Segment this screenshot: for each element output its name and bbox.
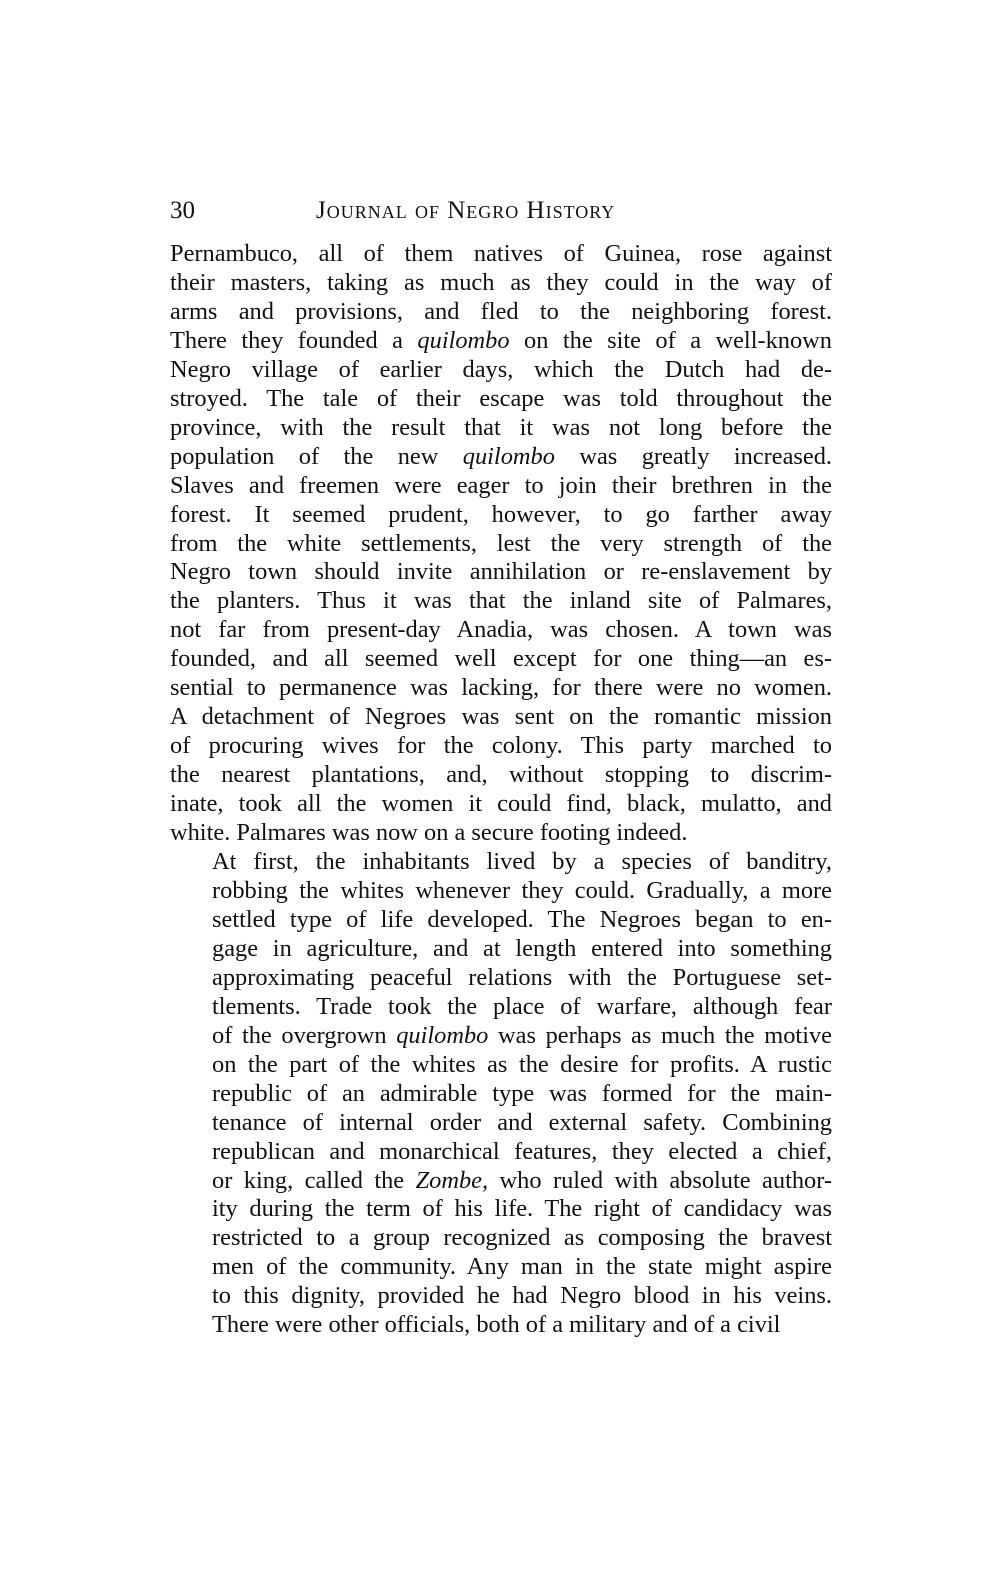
text-line: Slaves and freemen were eager to join their brethren in the [170,471,832,499]
text-line: republican and monarchical features, they elected a chief, [212,1137,832,1165]
italic-term: Zombe, [415,1166,489,1194]
text-line: Pernambuco, all of them natives of Guinea, rose against [170,240,832,267]
italic-term: quilombo [462,442,555,470]
text-line: or king, called the Zombe, who ruled with absolute author- [212,1166,832,1194]
text-line: There were other officials, both of a military and of a civil [212,1311,781,1339]
text-line: from the white settlements, lest the very strength of the [170,529,832,557]
text-line: inate, took all the women it could find, black, mulatto, and [170,790,832,818]
journal-title: Journal of Negro History [316,197,616,224]
text-line: province, with the result that it was not long before the [170,413,832,441]
text-line: not far from present-day Anadia, was chosen. A town was [170,616,832,644]
text-line: Negro town should invite annihilation or re-enslavement by [170,558,832,586]
text-line: the nearest plantations, and, without stopping to discrim- [170,761,832,789]
paragraph-2 [170,848,832,1340]
text-line: There they founded a quilombo on the site of a well-known [170,326,832,354]
text-line: of the overgrown quilombo was perhaps as much the motive [212,1021,832,1049]
text-line: population of the new quilombo was greatly increased. [170,442,833,470]
paragraph-1 [170,240,832,848]
text-line: A detachment of Negroes was sent on the romantic mission [170,703,832,731]
text-line: restricted to a group recognized as composing the bravest [212,1224,832,1252]
text-line: gage in agriculture, and at length entered into something [212,934,832,962]
text-line: men of the community. Any man in the state might aspire [212,1253,832,1281]
text-line: on the part of the whites as the desire for profits. A rustic [212,1050,832,1078]
text-line: At first, the inhabitants lived by a species of banditry, [212,848,832,876]
body-text [170,240,832,1340]
text-line: arms and provisions, and fled to the neighboring forest. [170,297,832,325]
text-line: stroyed. The tale of their escape was told throughout the [170,384,832,412]
text-line: of procuring wives for the colony. This party marched to [170,732,832,760]
text-line: white. Palmares was now on a secure footing indeed. [170,819,688,847]
text-line: tenance of internal order and external safety. Combining [212,1108,832,1136]
text-line: robbing the whites whenever they could. Gradually, a more [212,876,832,904]
text-line: sential to permanence was lacking, for there were no women. [170,674,832,702]
text-line: republic of an admirable type was formed for the main- [212,1079,832,1107]
text-line: settled type of life developed. The Negroes began to en- [212,905,832,933]
italic-term: quilombo [417,326,510,354]
text-line: to this dignity, provided he had Negro blood in his veins. [212,1282,832,1310]
text-line: founded, and all seemed well except for one thing—an es- [170,645,832,673]
book-page [170,196,832,1340]
text-line: forest. It seemed prudent, however, to go farther away [170,500,832,528]
text-line: approximating peaceful relations with the Portuguese set- [212,963,832,991]
italic-term: quilombo [396,1021,489,1049]
page-number: 30 [170,197,195,224]
text-line: Negro village of earlier days, which the Dutch had de- [170,355,832,383]
text-line: the planters. Thus it was that the inland site of Palmares, [170,587,832,615]
text-line: ity during the term of his life. The right of candidacy was [212,1195,832,1223]
running-head [170,196,832,230]
text-line: tlements. Trade took the place of warfare, although fear [212,992,832,1020]
text-line: their masters, taking as much as they could in the way of [170,268,832,296]
